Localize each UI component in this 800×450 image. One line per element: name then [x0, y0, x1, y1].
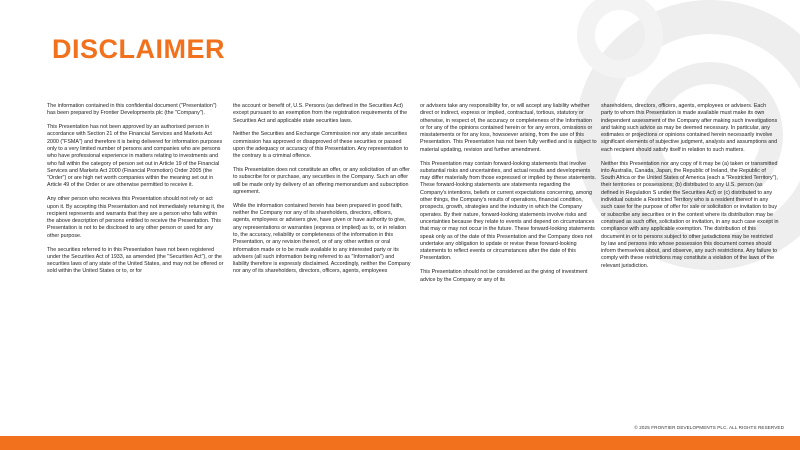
- text-column-3: [420, 103, 598, 290]
- paragraph: This Presentation should not be considered as the giving of investment advice by the Company or any of its: [420, 269, 588, 283]
- paragraph: Neither this Presentation nor any copy of it may be (a) taken or transmitted into Australia, Canada, Japan, the Republic of Ireland, the Republic of South Africa or the United States of America (each a "Restricted Territory"), their territories or possessions; (b) distributed to any U.S. person (as defined in Regulation S under the Securities Act) or (c) distributed to any individual outside a Restricted Territory who is a resident thereof in any such case for the purpose of offer for sale or solicitation or invitation to buy or subscribe any securities or in the context where its distribution may be construed as such offer, solicitation or invitation, in any such case except in compliance with any applicable exemption. The distribution of this document in or to persons subject to other jurisdictions may be restricted by law and persons into whose possession this document comes should inform themselves about, and observe, any such restrictions. Any failure to comply with these restrictions may constitute a violation of the laws of the relevant jurisdiction.: [601, 160, 779, 269]
- footer-accent-bar: [0, 436, 800, 450]
- disclaimer-body: [0, 103, 800, 423]
- text-column-4: [601, 103, 779, 277]
- text-column-2: [233, 103, 411, 282]
- page-title: DISCLAIMER: [52, 34, 225, 64]
- paragraph: This Presentation has not been approved by an authorised person in accordance with Section 21 of the Financial Services and Markets Act 2000 ("FSMA") and therefore it is being delivered for information purposes only to a very limited number of persons and companies who are persons who have professional experience in matters relating to investments and who fall within the category of person set out in Article 19 of the Financial Services and Markets Act 2000 (Financial Promotion) Order 2005 (the "Order") or are high net worth companies within the meaning set out in Article 49 of the Order or are otherwise permitted to receive it.: [47, 124, 223, 189]
- paragraph: While the information contained herein has been prepared in good faith, neither the Company nor any of its shareholders, directors, officers, agents, employees or advisers give, have given or have authority to give, any representations or warranties (express or implied) as to, or in relation to, the accuracy, reliability or completeness of the information in this Presentation, or any revision thereof, or of any other written or oral information made or to be made available to any interested party or its advisers (all such information being referred to as "Information") and liability therefore is expressly disclaimed. Accordingly, neither the Company nor any of its shareholders, directors, officers, agents, employees: [233, 202, 411, 275]
- paragraph: The securities referred to in this Presentation have not been registered under the Securities Act of 1933, as amended (the "Securities Act"), or the securities laws of any state of the United States, and may not be offered or sold within the United States or to, or for: [47, 246, 224, 275]
- paragraph: Any other person who receives this Presentation should not rely or act upon it. By accepting this Presentation and not immediately returning it, the recipient represents and warrants that they are a person who falls within the above description of persons entitled to receive the Presentation. This Presentation is not to be disclosed to any other person or used for any other purpose.: [47, 196, 225, 239]
- text-column-1: [47, 103, 225, 282]
- paragraph: or advisers take any responsibility for, or will accept any liability whether direct or indirect, express or implied, contractual, tortious, statutory or otherwise, in respect of, the accuracy or completeness of the Information or for any of the opinions contained herein or for any errors, omissions or misstatements or for any loss, howsoever arising, from the use of this Presentation. This Presentation has not been fully verified and is subject to material updating, revision and further amendment.: [420, 103, 597, 153]
- paragraph: Neither the Securities and Exchange Commission nor any state securities commission has approved or disapproved of these securities or passed upon the adequacy or accuracy of this Presentation. Any representation to the contrary is a criminal offence.: [233, 131, 409, 160]
- paragraph: The information contained in this confidential document ("Presentation") has been prepared by Frontier Developments plc (the "Company").: [47, 103, 217, 117]
- paragraph: This Presentation may contain forward-looking statements that involve substantial risks and uncertainties, and actual results and developments may differ materially from those expressed or implied by these statements. These forward-looking statements are statements regarding the Company's intentions, beliefs or current expectations concerning, among other things, the Company's results of operations, financial condition, prospects, growth, strategies and the industry in which the Company operates. By their nature, forward-looking statements involve risks and uncertainties because they relate to events and depend on circumstances that may or may not occur in the future. These forward-looking statements speak only as of the date of this Presentation and the Company does not undertake any obligation to update or revise these forward-looking statements to reflect events or circumstances after the date of this Presentation.: [420, 160, 597, 262]
- paragraph: shareholders, directors, officers, agents, employees or advisers. Each party to whom this Presentation is made available must make its own independent assessment of the Company after making such investigations and taking such advice as may be deemed necessary. In particular, any estimates or projections or opinions contained herein necessarily involve significant elements of subjective judgment, analysis and assumptions and each recipient should satisfy itself in relation to such matters.: [601, 103, 778, 153]
- paragraph: the account or benefit of, U.S. Persons (as defined in the Securities Act) except pursuant to an exemption from the registration requirements of the Securities Act and applicable state securities laws.: [233, 103, 408, 124]
- paragraph: This Presentation does not constitute an offer, or any solicitation of an offer to subscribe for or purchase, any securities in the Company. Such an offer will be made only by delivery of an offering memorandum and subscription agreement.: [233, 167, 410, 195]
- copyright-notice: © 2025 FRONTIER DEVELOPMENTS PLC. ALL RIGHTS RESERVED: [634, 425, 784, 430]
